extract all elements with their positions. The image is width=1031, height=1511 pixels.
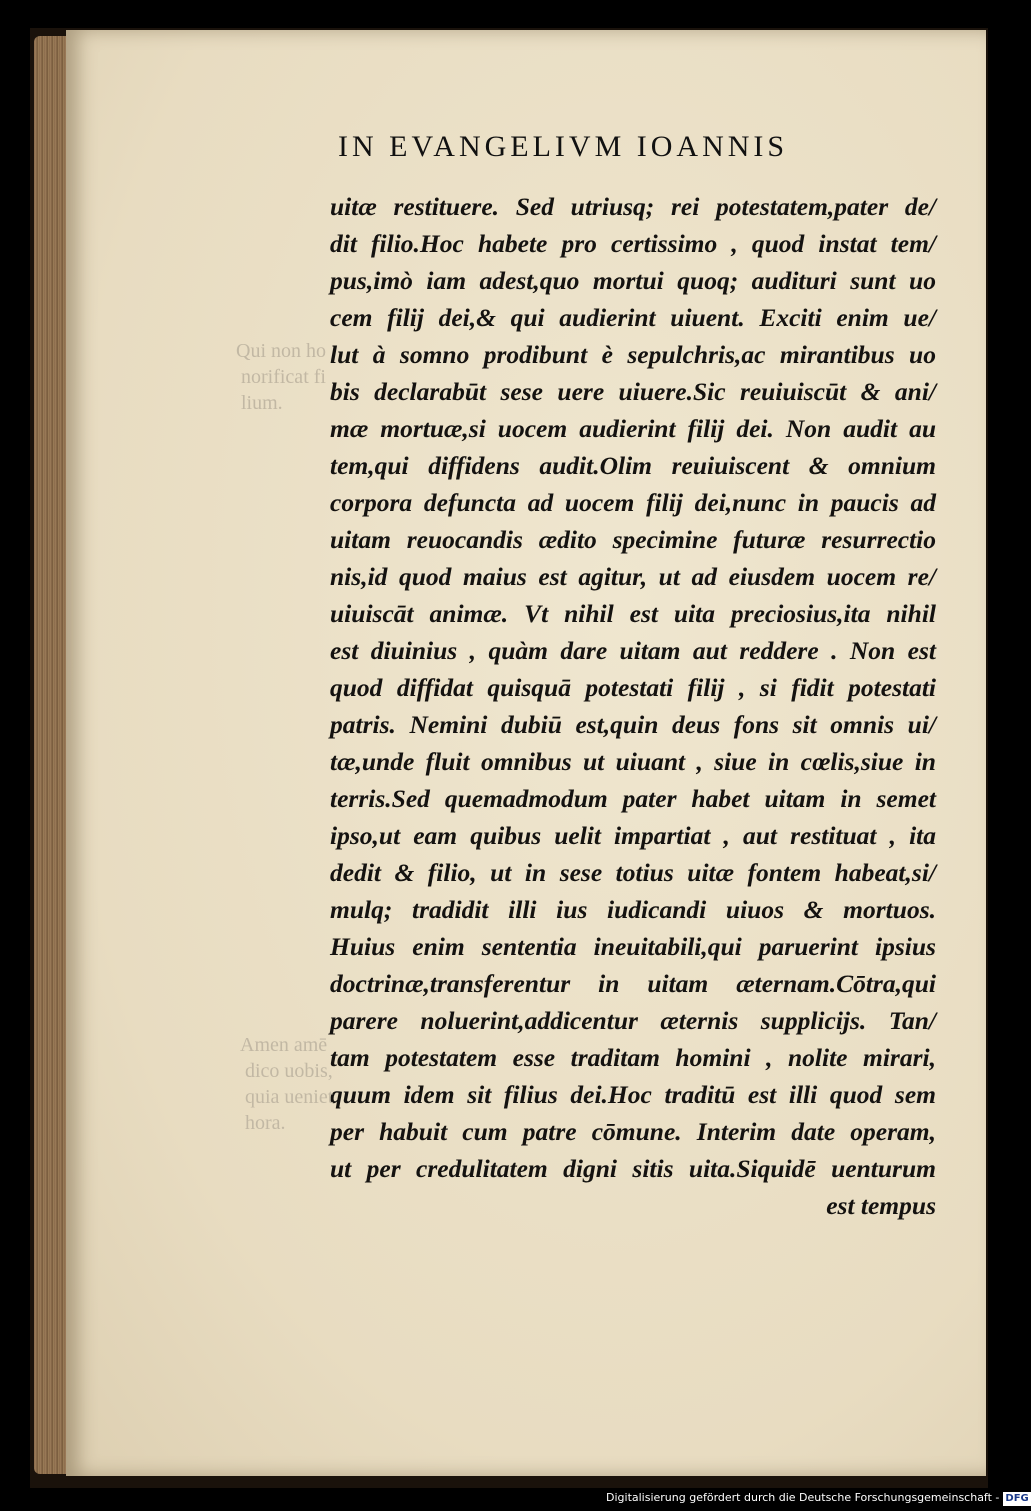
text-line: nis,id quod maius est agitur, ut ad eiusdem uocem re/: [330, 562, 936, 591]
text-line: est diuinius , quàm dare uitam aut reddere . Non est: [330, 636, 936, 665]
book-page-edges: [34, 36, 68, 1474]
text-line: quod diffidat quisquā potestati filij , si fidit potestati: [330, 673, 936, 702]
text-line: uitam reuocandis ædito specimine futuræ resurrectio: [330, 525, 936, 554]
dfg-logo: DFG: [1005, 1493, 1029, 1504]
text-line: corpora defuncta ad uocem filij dei,nunc in paucis ad: [330, 488, 936, 517]
text-line: uitæ restituere. Sed utriusq; rei potestatem,pater de/: [330, 192, 936, 221]
text-line: per habuit cum patre cōmune. Interim date operam,: [330, 1117, 936, 1146]
text-line: dedit & filio, ut in sese totius uitæ fontem habeat,si/: [330, 858, 936, 887]
text-line: bis declarabūt sese uere uiuere.Sic reuiuiscūt & ani/: [330, 377, 936, 406]
text-line: est tempus: [826, 1191, 936, 1220]
text-line: terris.Sed quemadmodum pater habet uitam in semet: [330, 784, 936, 813]
running-head: IN EVANGELIVM IOANNIS: [338, 130, 789, 163]
marginal-note: Amen amē dico uobis, quia ueniet hora.: [240, 1034, 334, 1134]
body-text: [330, 188, 936, 1224]
text-line: mulq; tradidit illi ius iudicandi uiuos & mortuos.: [330, 895, 936, 924]
marginal-note: Qui non ho norificat fi lium.: [236, 340, 326, 414]
text-line: doctrinæ,transferentur in uitam æternam.Cōtra,qui: [330, 969, 936, 998]
text-line: pus,imò iam adest,quo mortui quoq; audituri sunt uo: [330, 266, 936, 295]
text-line: ipso,ut eam quibus uelit impartiat , aut restituat , ita: [330, 821, 936, 850]
footer-credit-text: Digitalisierung gefördert durch die Deutsche Forschungsgemeinschaft -: [606, 1491, 1000, 1504]
footer-credit: [606, 1489, 1031, 1507]
text-line: lut à somno prodibunt è sepulchris,ac mirantibus uo: [330, 340, 936, 369]
text-line: ut per credulitatem digni sitis uita.Siquidē uenturum: [330, 1154, 936, 1183]
text-line: tæ,unde fluit omnibus ut uiuant , siue in cœlis,siue in: [330, 747, 936, 776]
text-line: mæ mortuæ,si uocem audierint filij dei. Non audit au: [330, 414, 936, 443]
text-line: patris. Nemini dubiū est,quin deus fons sit omnis ui/: [330, 710, 936, 739]
text-line: cem filij dei,& qui audierint uiuent. Exciti enim ue/: [330, 303, 936, 332]
text-line: tam potestatem esse traditam homini , nolite mirari,: [330, 1043, 936, 1072]
text-line: Huius enim sententia ineuitabili,qui paruerint ipsius: [330, 932, 936, 961]
text-line: uiuiscāt animæ. Vt nihil est uita preciosius,ita nihil: [330, 599, 936, 628]
text-line: tem,qui diffidens audit.Olim reuiuiscent & omnium: [330, 451, 936, 480]
text-line: quum idem sit filius dei.Hoc traditū est illi quod sem: [330, 1080, 936, 1109]
text-line: dit filio.Hoc habete pro certissimo , quod instat tem/: [330, 229, 936, 258]
text-line: parere noluerint,addicentur æternis supplicijs. Tan/: [330, 1006, 936, 1035]
